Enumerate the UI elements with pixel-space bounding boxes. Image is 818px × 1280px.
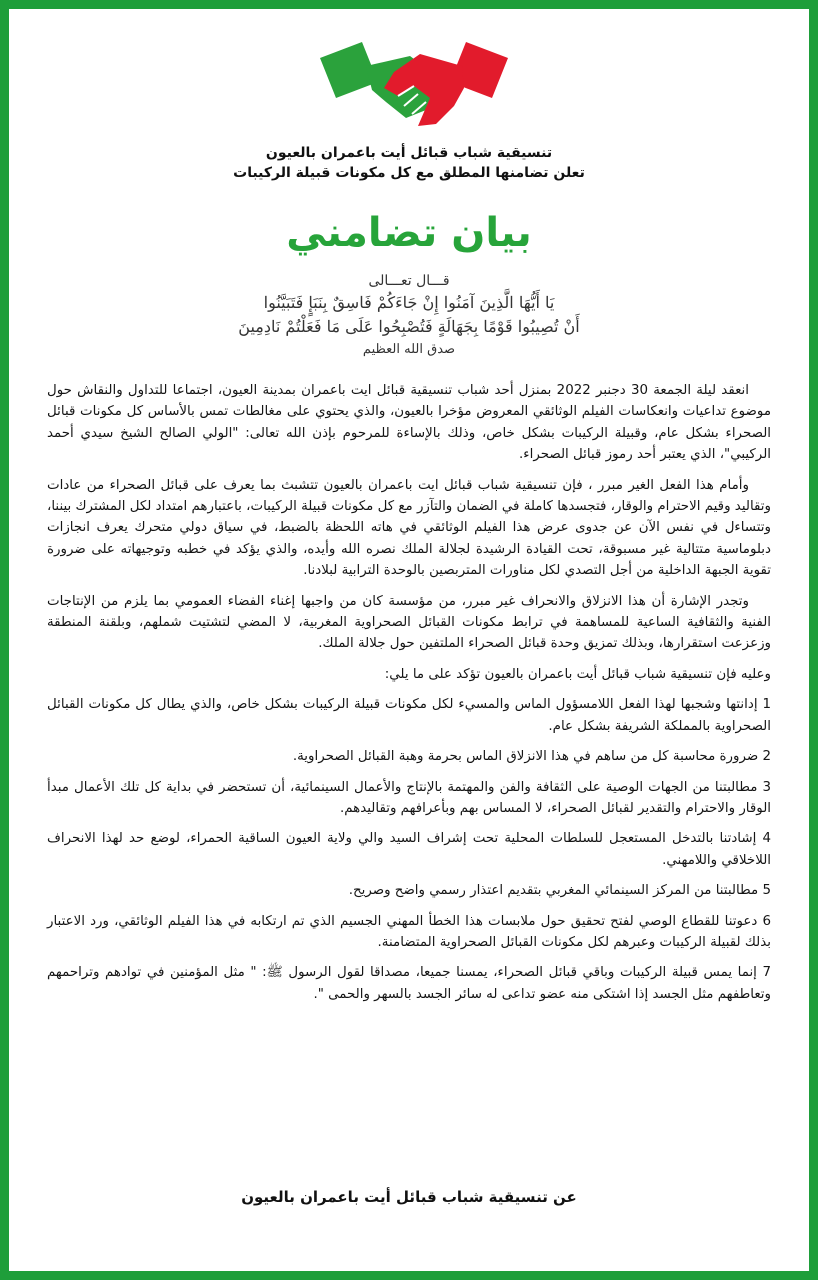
handshake-logo bbox=[314, 36, 514, 132]
quran-closing: صدق الله العظيم bbox=[362, 342, 456, 357]
paragraph-position: وأمام هذا الفعل الغير مبرر ، فإن تنسيقية شباب قبائل ايت باعمران بالعيون تتشبث بما يعرف على قبائل الصحراء من عادات وتقاليد وقيم الاحترام والوقار، فتجسدها كاملة في الضمان والتآزر مع كل مكونات قبيلة الركيبات، باعتبارهم امتداد لكل المشترك بيننا، وتتساءل في نفس الآن عن جدوى عرض هذا الفيلم الوثائقي في هاته اللحظة بالضبط، في سياق دولي متحرك يعرف انجازات دبلوماسية متتالية غير مسبوقة، تحت القيادة الرشيدة لجلالة الملك نصره الله وأيده، والذي يؤكد في خطبه وتوجيهاته على ضرورة تقوية الجبهة الداخلية من أجل التصدي لكل مناورات المتربصين بالوحدة الترابية لبلادنا. bbox=[47, 477, 771, 579]
quran-verse-line-1: يَا أَيُّهَا الَّذِينَ آمَنُوا إِنْ جَاءَكُمْ فَاسِقٌ بِنَبَإٍ فَتَبَيَّنُوا bbox=[263, 293, 555, 312]
header bbox=[9, 143, 809, 183]
list-item: 7 إنما يمس قبيلة الركيبات وباقي قبائل الصحراء، يمسنا جميعا، مصداقا لقول الرسول ﷺ: " مثل المؤمنين في توادهم وتراحمهم وتعاطفهم مثل الجسد إذا اشتكى منه عضو تداعى له سائر الجسد بالسهر والحمى ". bbox=[47, 965, 771, 1002]
handshake-icon bbox=[314, 36, 514, 132]
list-item: 6 دعوتنا للقطاع الوصي لفتح تحقيق حول ملابسات هذا الخطأ المهني الجسيم الذي تم ارتكابه في هذا الفيلم الوثائقي، ورد الاعتبار بذلك لقبيلة الركيبات وعبرهم لكل مكونات القبائل الصحراوية المتضامنة. bbox=[47, 913, 771, 950]
signature: عن تنسيقية شباب قبائل أيت باعمران بالعيون bbox=[241, 1188, 577, 1206]
quran-verse-line-2: أَنْ تُصِيبُوا قَوْمًا بِجَهَالَةٍ فَتُصْبِحُوا عَلَى مَا فَعَلْتُمْ نَادِمِينَ bbox=[238, 317, 580, 336]
list-item: 3 مطالبتنا من الجهات الوصية على الثقافة والفن والمهتمة بالإنتاج والأعمال السينمائية، أن تستحضر في بداية كل تلك الأعمال مبدأ الوقار والاحترام والتقدير لقبائل الصحراء، لا المساس بهم وبأعرافهم وتقاليدهم. bbox=[47, 779, 771, 816]
statement-body bbox=[47, 380, 771, 1014]
header-line-2: تعلن تضامنها المطلق مع كل مكونات قبيلة الركيبات bbox=[233, 165, 585, 181]
list-item: 1 إدانتها وشجبها لهذا الفعل اللامسؤول الماس والمسيء لكل مكونات قبيلة الركيبات بشكل خاص، والذي يطال كل مكونات القبائل الصحراوية بالمملكة الشريفة بشكل عام. bbox=[47, 697, 771, 734]
paragraph-note: وتجدر الإشارة أن هذا الانزلاق والانحراف غير مبرر، من مؤسسة كان من واجبها إغناء الفضاء العمومي بما يلزم من الإنتاجات الفنية والثقافية الساعية للمساهمة في ترابط مكونات القبائل الصحراوية المغربية، لا المضي لتشتيت شملهم، وبلقنة المنطقة وزعزعت استقرارها، وبذلك تمزيق وحدة قبائل الصحراء الملتفين حول جلالة الملك. bbox=[47, 593, 771, 652]
paragraph-lead-in: وعليه فإن تنسيقية شباب قبائل أيت باعمران بالعيون تؤكد على ما يلي: bbox=[384, 666, 771, 682]
list-item: 2 ضرورة محاسبة كل من ساهم في هذا الانزلاق الماس بحرمة وهبة القبائل الصحراوية. bbox=[292, 749, 771, 765]
header-line-1: تنسيقية شباب قبائل أيت باعمران بالعيون bbox=[265, 145, 553, 161]
paragraph-intro: انعقد ليلة الجمعة 30 دجنبر 2022 بمنزل أحد شباب تنسيقية قبائل ايت باعمران بمدينة العيون، اجتماعا للتداول والنقاش حول موضوع تداعيات وانعكاسات الفيلم الوثائقي المعروض مؤخرا بالعيون، والذي يحتوي على مغالطات تمس بالأساس كل مكونات قبائل الصحراء بشكل عام، وقبيلة الركيبات بشكل خاص، وذلك بالإساءة للمرحوم بإذن الله تعالى: "الولي الصالح الشيخ سيدي أحمد الركيبي"، الذي يعتبر أحد رموز قبائل الصحراء. bbox=[47, 383, 771, 463]
list-item: 5 مطالبتنا من المركز السينمائي المغربي بتقديم اعتذار رسمي واضح وصريح. bbox=[348, 883, 771, 899]
list-item: 4 إشادتنا بالتدخل المستعجل للسلطات المحلية تحت إشراف السيد والي ولاية العيون الساقية الحمراء، لوضع حد لهذا الانحراف اللاخلاقي واللامهني. bbox=[47, 831, 771, 868]
page-title: بيان تضامني bbox=[286, 210, 532, 256]
quran-quote bbox=[9, 271, 809, 361]
quran-intro: قـــال تعـــالى bbox=[368, 273, 450, 289]
